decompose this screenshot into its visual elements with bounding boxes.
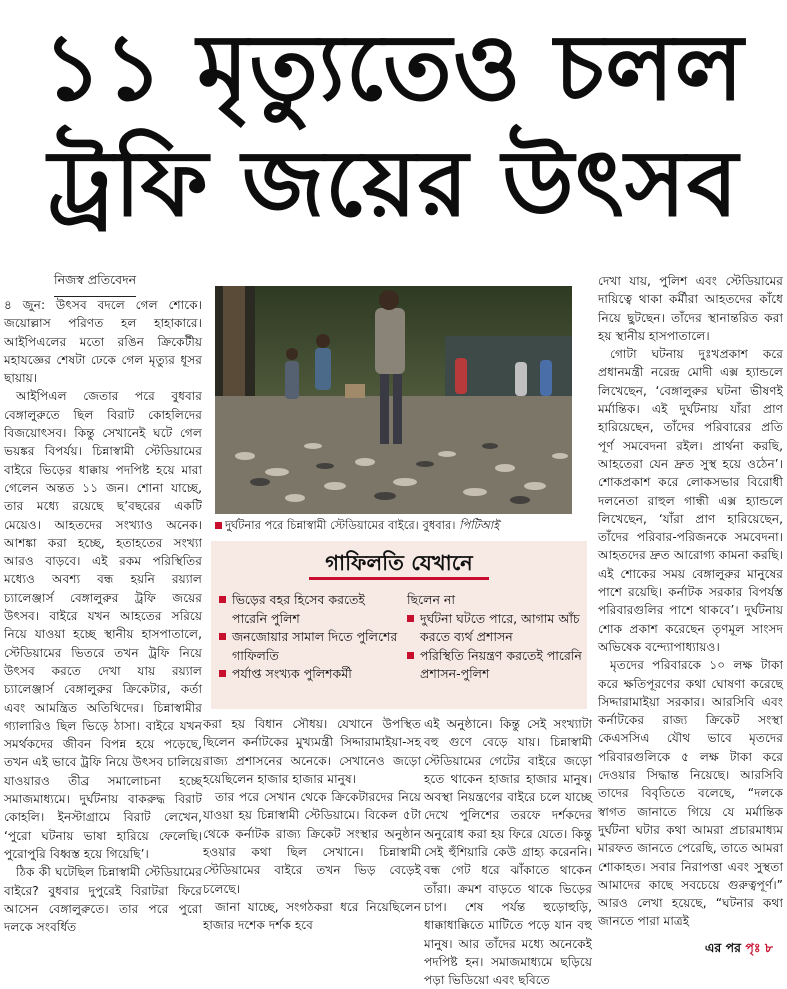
stampede-aftermath-image: [215, 286, 572, 514]
bullet-icon: [219, 596, 226, 603]
paragraph: গোটা ঘটনায় দুঃখপ্রকাশ করে প্রধানমন্ত্রী নরেন্দ্র মোদী এক্স হ্যান্ডলে লিখেছেন, ‘বেঙ্গালুরুর ঘটনা ভীষণই মর্মান্তিক। এই দুর্ঘটনায় যাঁরা প্রাণ হারিয়েছেন, তাঁদের পরিবারের প্রতি পূর্ণ সমবেদনা রইল। প্রার্থনা করছি, আহতেরা যেন দ্রুত সুস্থ হয়ে ওঠেন’। শোকপ্রকাশ করে লোকসভার বিরোধী দলনেতা রাহুল গান্ধী এক্স হ্যান্ডলে লিখেছেন, ‘যাঁরা প্রাণ হারিয়েছেন, তাঁদের পরিবার-পরিজনকে সমবেদনা। আহতদের দ্রুত আরোগ্য কামনা করছি। এই শোকের সময় বেঙ্গালুরুর মানুষের পাশে রয়েছি। কর্নাটক সরকার বিপর্যস্ত পরিবারগুলির পাশে থাকবে’। দুর্ঘটনায় শোক প্রকাশ করেছেন তৃণমূল সাংসদ অভিষেক বন্দ্যোপাধ্যায়ও।: [598, 347, 783, 654]
list-item: দুর্ঘটনা ঘটতে পারে, আগাম আঁচ করতে ব্যর্থ প্রশাসন: [407, 610, 583, 647]
paragraph: দেখা যায়, পুলিশ এবং স্টেডিয়ামের দায়িত্বে থাকা কর্মীরা আহতদের কাঁধে নিয়ে ছুটছেন। তাঁদের স্থানান্তরিত করা হয় স্থানীয় হাসপাতালে।: [598, 274, 783, 343]
sidebox-title: গাফিলতি যেখানে: [325, 551, 473, 575]
headline-line-2: ট্রফি জয়ের উৎসব: [48, 130, 739, 237]
paragraph: ঠিক কী ঘটেছিল চিন্নাস্বামী স্টেডিয়ামের বাইরে? বুধবার দুপুরেই বিরাটরা ফিরে আসেন বেঙ্গালুরুতে। তার পরে পুরো দলকে সংবর্ধিত: [4, 865, 202, 935]
list-item: পর্যাপ্ত সংখ্যক পুলিশকর্মী: [219, 665, 399, 684]
photo-credit: পিটিআই: [459, 518, 500, 532]
article-column-3: [424, 715, 592, 988]
continued-on-page[interactable]: [705, 940, 773, 960]
sidebox-title-rule: [309, 577, 489, 580]
lapses-list-left: [219, 591, 399, 684]
paragraph: করা হয় বিধান সৌধয়। যেখানে উপস্থিত ছিলেন কর্নাটকের মুখ্যমন্ত্রী সিদ্দারামাইয়া-সহ রাজ্য প্রশাসনের অনেকে। সেখানেও জড়ো হয়েছিলেন হাজার হাজার মানুষ।: [203, 717, 421, 786]
paragraph: মৃতদের পরিবারকে ১০ লক্ষ টাকা করে ক্ষতিপূরণের কথা ঘোষণা করেছে সিদ্দারামাইয়া সরকার। আরসিবি এবং কর্নাটকের রাজ্য ক্রিকেট সংস্থা কেএসসিএ যৌথ ভাবে মৃতদের পরিবারগুলিকে ৫ লক্ষ টাকা করে দেওয়ার সিদ্ধান্ত নিয়েছে। আরসিবি তাদের বিবৃতিতে বলেছে, “দলকে স্বাগত জানাতে গিয়ে যে মর্মান্তিক দুর্ঘটনা ঘটার কথা আমরা প্রচারমাধ্যম মারফত জানতে পেরেছি, তাতে আমরা শোকাহত। সবার নিরাপত্তা এবং সুস্থতা আমাদের কাছে সবচেয়ে গুরুত্বপূর্ণ।” আরও লেখা হয়েছে, “ঘটনার কথা জানতে পারা মাত্রই: [598, 658, 783, 929]
continued-page-number: পৃঃ ৮: [745, 940, 773, 955]
paragraph: তার পরে সেখান থেকে ক্রিকেটারদের নিয়ে যাওয়া হয় চিন্নাস্বামী স্টেডিয়ামে। বিকেল ৫টা থেকে কর্নাটক রাজ্য ক্রিকেট সংস্থার অনুষ্ঠান হওয়ার কথা ছিল সেখানে। চিন্নাস্বামী স্টেডিয়ামের বাইরে তখন ভিড় বেড়েই চলেছে।: [203, 790, 421, 896]
paragraph: জানা যাচ্ছে, সংগঠকরা ধরে নিয়েছিলেন হাজার দশেক দর্শক হবে: [203, 899, 421, 933]
bullet-icon: [219, 633, 226, 640]
article-column-4: [598, 272, 783, 929]
bullet-icon: [407, 652, 414, 659]
list-item: পরিস্থিতি নিয়ন্ত্রণ করতেই পারেনি প্রশাসন-পুলিশ: [407, 647, 583, 684]
news-photo: [215, 286, 572, 514]
article-column-1: [4, 296, 202, 960]
bullet-icon: [219, 670, 226, 677]
list-item-continuation: ছিলেন না: [407, 592, 456, 607]
caption-marker-icon: [215, 522, 222, 529]
article-column-2: [203, 715, 421, 960]
list-item: জনজোয়ার সামাল দিতে পুলিশের গাফিলতি: [219, 628, 399, 665]
caption-text: দুর্ঘটনার পরে চিন্নাস্বামী স্টেডিয়ামের বাইরে। বুধবার।: [225, 518, 456, 532]
lapses-list-right: [407, 591, 583, 684]
lapses-sidebox: [211, 541, 587, 709]
bullet-icon: [407, 615, 414, 622]
photo-caption: [215, 517, 572, 536]
list-item: ভিড়ের বহর হিসেব করতেই পারেনি পুলিশ: [219, 591, 399, 628]
paragraph: এই অনুষ্ঠানে। কিন্তু সেই সংখ্যাটা বহু গুণে বেড়ে যায়। চিন্নাস্বামী স্টেডিয়ামের গেটের বাইরে জড়ো হতে থাকেন হাজার হাজার মানুষ। অবস্থা নিয়ন্ত্রণের বাইরে চলে যাচ্ছে দেখে পুলিশের তরফে দর্শকদের অনুরোধ করা হয় ফিরে যেতে। কিন্তু সেই হুঁশিয়ারি কেউ গ্রাহ্য করেননি। বন্ধ গেট ধরে ঝাঁকাতে থাকেন তাঁরা। ক্রমশ বাড়তে থাকে ভিড়ের চাপ। শেষ পর্যন্ত হুড়োহুড়ি, ধাক্কাধাক্কিতে মাটিতে পড়ে যান বহু মানুষ। আর তাঁদের মধ্যে অনেকেই পদপিষ্ট হন। সমাজমাধ্যমে ছড়িয়ে পড়া ভিডিয়ো এবং ছবিতে: [424, 717, 592, 988]
headline-line-1: ১১ মৃত্যুতেও চলল: [42, 14, 745, 121]
continued-label: এর পর: [704, 940, 742, 955]
paragraph: আইপিএল জেতার পরে বুধবার বেঙ্গালুরুতে ছিল বিরাট কোহলিদের বিজয়োৎসব। কিন্তু সেখানেই ঘটে গেল ভয়ঙ্কর বিপর্যয়। চিন্নাস্বামী স্টেডিয়ামের বাইরে ভিড়ের ধাক্কায় পদপিষ্ট হয়ে মারা গেলেন অন্তত ১১ জন। শোনা যাচ্ছে, তার মধ্যে রয়েছে ছ’বছরের একটি মেয়েও। আহতদের সংখ্যাও অনেক। আশঙ্কা করা হচ্ছে, হতাহতের সংখ্যা আরও বাড়বে। এই রকম পরিস্থিতির মধ্যেও অবশ্য বন্ধ হয়নি রয়্যাল চ্যালেঞ্জার্স বেঙ্গালুরুর ট্রফি জয়ের উৎসব। বাইরে যখন আহতের সরিয়ে নিয়ে যাওয়া হচ্ছে স্থানীয় হাসপাতালে, স্টেডিয়ামের ভিতরে তখন ট্রফি নিয়ে উৎসব করতে দেখা যায় রয়্যাল চ্যালেঞ্জার্স বেঙ্গালুরুর ক্রিকেটার, কর্তা এবং আমন্ত্রিত অতিথিদের। চিন্নাস্বামীর গ্যালারিও ছিল ভিড়ে ঠাসা। বাইরে যখন সমর্থকদের জীবন বিপন্ন হয়ে পড়েছে, তখন এই ভাবে ট্রফি নিয়ে উৎসব চালিয়ে যাওয়ারও তীব্র সমালোচনা হচ্ছে সমাজমাধ্যমে। দুর্ঘটনায় বাকরুদ্ধ বিরাট কোহলি। ইনস্টাগ্রামে বিরাট লেখেন, ‘পুরো ঘটনায় ভাষা হারিয়ে ফেলেছি। পুরোপুরি বিধ্বস্ত হয়ে গিয়েছি’।: [4, 389, 202, 861]
paragraph: ৪ জুন: উৎসব বদলে গেল শোকে। জয়োল্লাস পরিণত হল হাহাকারে। আইপিএলের মতো রঙিন ক্রিকেটীয় মহাযজ্ঞের শেষটা ঢেকে গেল মৃত্যুর ধূসর ছায়ায়।: [4, 298, 202, 386]
byline: নিজস্ব প্রতিবেদন: [54, 272, 136, 297]
